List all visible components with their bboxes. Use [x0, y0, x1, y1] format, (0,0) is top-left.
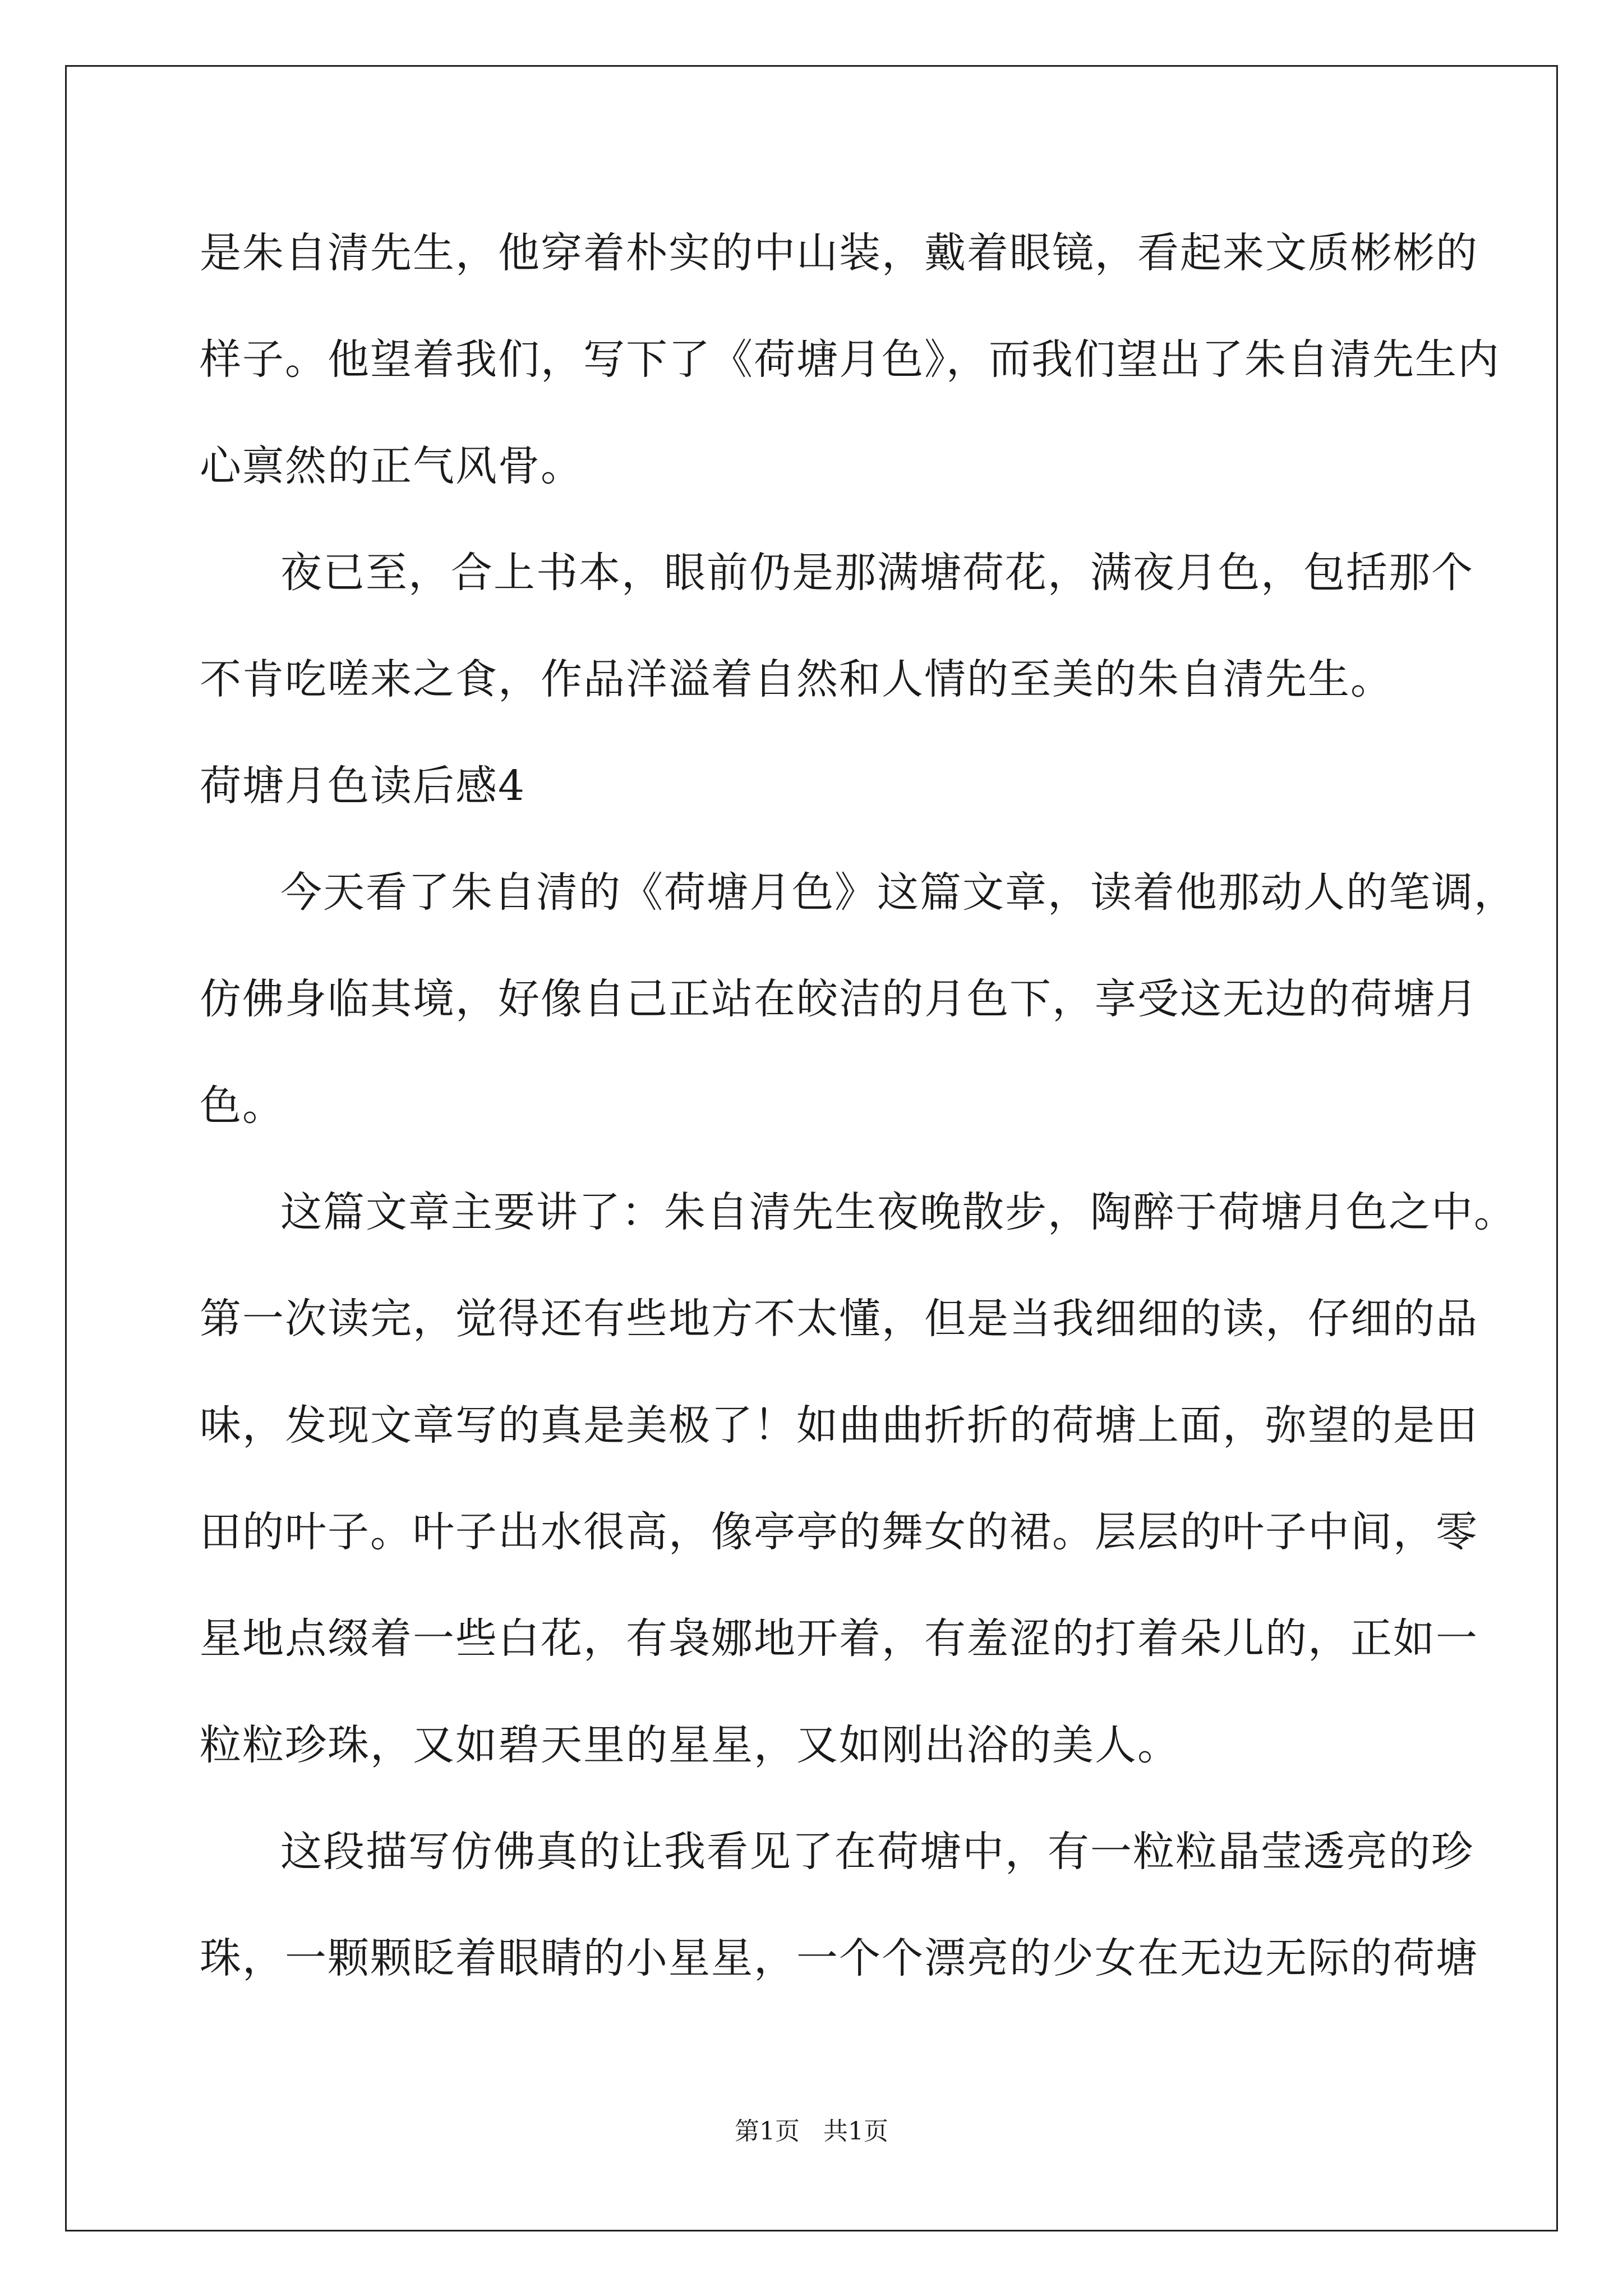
text-line: 是朱自清先生，他穿着朴实的中山装，戴着眼镜，看起来文质彬彬的 — [200, 229, 1478, 277]
text-line: 这篇文章主要讲了：朱自清先生夜晚散步，陶醉于荷塘月色之中。 — [280, 1188, 1516, 1236]
text-line: 夜已至，合上书本，眼前仍是那满塘荷花，满夜月色，包括那个 — [280, 549, 1474, 597]
text-line: 第一次读完，觉得还有些地方不太懂，但是当我细细的读，仔细的品 — [200, 1295, 1478, 1343]
text-line: 星地点缀着一些白花，有袅娜地开着，有羞涩的打着朵儿的，正如一 — [200, 1614, 1478, 1663]
text-line: 心禀然的正气风骨。 — [200, 442, 583, 490]
text-line: 不肯吃嗟来之食，作品洋溢着自然和人情的至美的朱自清先生。 — [200, 655, 1393, 703]
text-line: 今天看了朱自清的《荷塘月色》这篇文章，读着他那动人的笔调， — [280, 868, 1516, 917]
text-line: 味，发现文章写的真是美极了！如曲曲折折的荷塘上面，弥望的是田 — [200, 1401, 1478, 1450]
section-heading: 荷塘月色读后感4 — [200, 762, 526, 810]
text-line: 田的叶子。叶子出水很高，像亭亭的舞女的裙。层层的叶子中间，零 — [200, 1508, 1478, 1556]
text-line: 这段描写仿佛真的让我看见了在荷塘中，有一粒粒晶莹透亮的珍 — [280, 1828, 1474, 1876]
page-footer: 第1页 共1页 — [735, 2117, 888, 2146]
text-line: 粒粒珍珠，又如碧天里的星星，又如刚出浴的美人。 — [200, 1721, 1180, 1769]
document-body — [200, 200, 1516, 2012]
text-line: 仿佛身临其境，好像自己正站在皎洁的月色下，享受这无边的荷塘月 — [200, 975, 1478, 1023]
text-line: 珠，一颗颗眨着眼睛的小星星，一个个漂亮的少女在无边无际的荷塘 — [200, 1934, 1478, 1982]
text-line: 样子。他望着我们，写下了《荷塘月色》，而我们望出了朱自清先生内 — [200, 335, 1500, 384]
text-line: 色。 — [200, 1082, 285, 1130]
